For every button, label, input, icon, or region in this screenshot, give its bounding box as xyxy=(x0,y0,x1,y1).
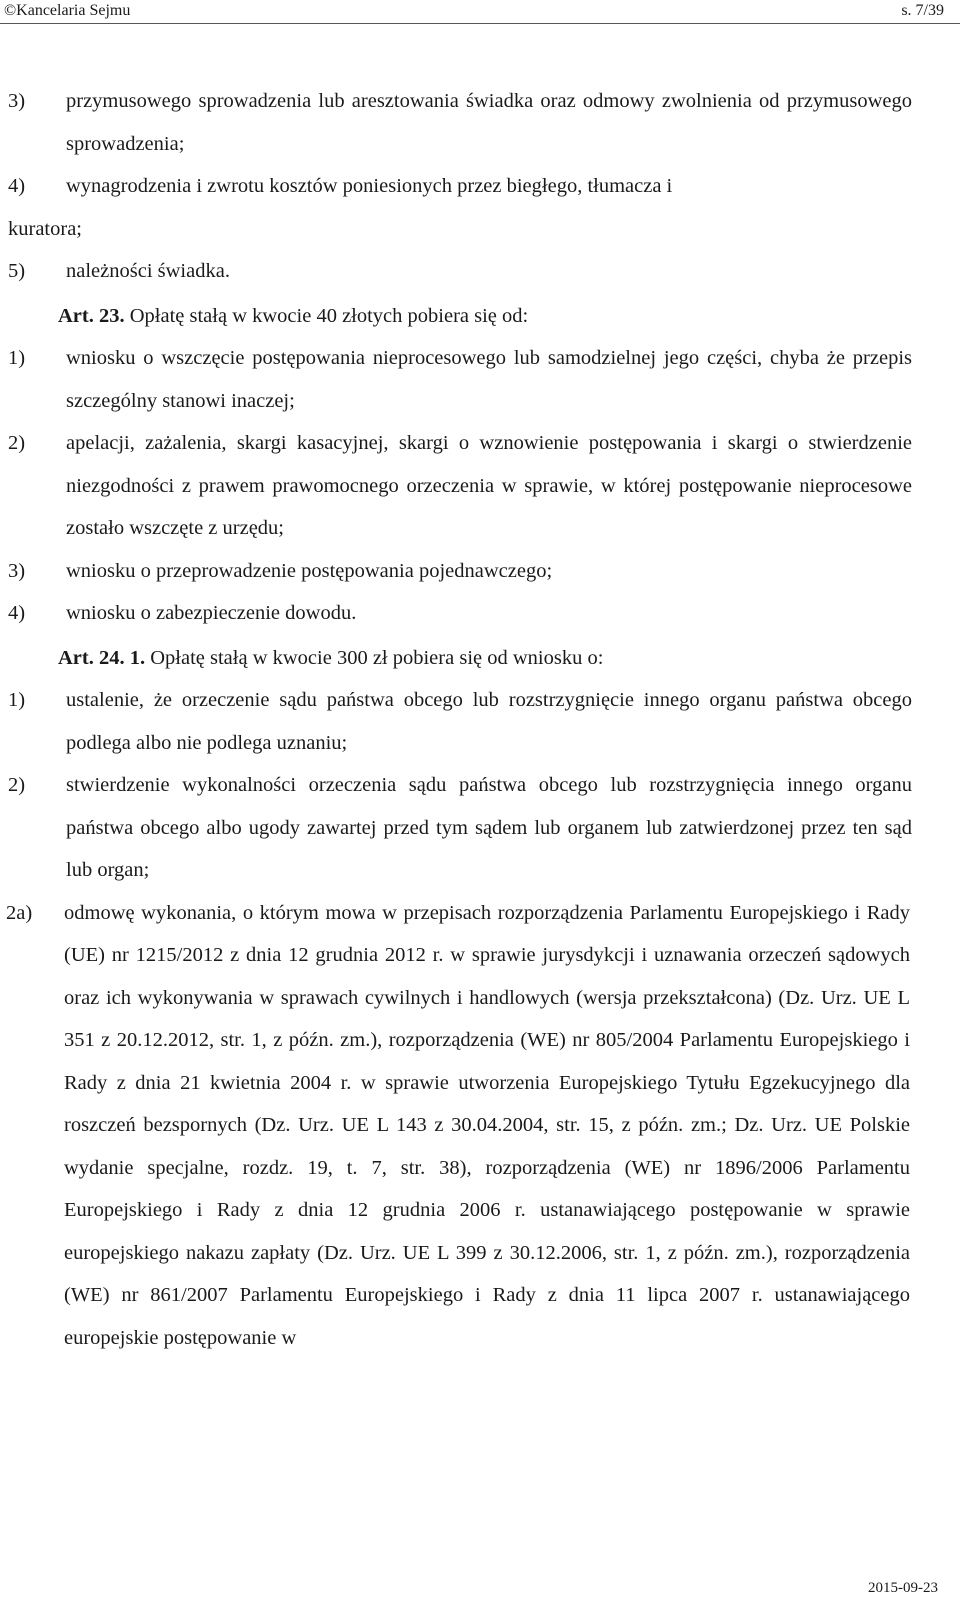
page-header xyxy=(0,0,960,24)
list-item xyxy=(0,165,960,208)
item-number: 3) xyxy=(8,559,26,582)
list-item xyxy=(0,80,960,165)
item-text: wniosku o wszczęcie postępowania nieprocesowego lub samodzielnej jego części, chyba że przepis szczególny stanowi inaczej; xyxy=(66,347,912,412)
document-body xyxy=(0,80,960,1359)
list-item xyxy=(0,422,960,550)
list-item xyxy=(0,592,960,635)
item-number: 1) xyxy=(8,347,26,369)
header-page-number: s. 7/39 xyxy=(901,2,944,19)
item-number: 2) xyxy=(8,774,26,796)
article-24-heading xyxy=(0,637,960,680)
article-23-heading xyxy=(0,295,960,338)
item-number: 2) xyxy=(8,432,26,454)
item-text: wniosku o przeprowadzenie postępowania pojednawczego; xyxy=(66,559,553,582)
item-number: 4) xyxy=(8,602,26,624)
item-text: stwierdzenie wykonalności orzeczenia sądu państwa obcego lub rozstrzygnięcia innego organu państwa obcego albo ugody zawartej przed tym sądem lub organem lub zatwierdzonej przez ten sąd lub organ; xyxy=(66,774,912,881)
item-text: należności świadka. xyxy=(66,260,230,282)
list-item xyxy=(0,764,960,892)
header-copyright: ©Kancelaria Sejmu xyxy=(4,2,131,19)
item-number: 2a) xyxy=(6,901,33,924)
header-divider xyxy=(0,23,960,24)
item-number: 1) xyxy=(8,689,26,711)
item-text: przymusowego sprowadzenia lub aresztowania świadka oraz odmowy zwolnienia od przymusowego sprowadzenia; xyxy=(66,90,912,155)
list-item xyxy=(0,679,960,764)
article-lead: Opłatę stałą w kwocie 300 zł pobiera się od wniosku o: xyxy=(145,646,604,669)
item-text: wniosku o zabezpieczenie dowodu. xyxy=(66,602,357,624)
article-number: Art. 23. xyxy=(58,304,125,327)
article-lead: Opłatę stałą w kwocie 40 złotych pobiera się od: xyxy=(124,304,529,327)
list-item xyxy=(0,250,960,293)
item-text: odmowę wykonania, o którym mowa w przepisach rozporządzenia Parlamentu Europejskiego i Rady (UE) nr 1215/2012 z dnia 12 grudnia 2012 r. w sprawie jurysdykcji i uznawania orzeczeń sądowych oraz ich wykonywania w sprawach cywilnych i handlowych (wersja przekształcona) (Dz. Urz. UE L 351 z 20.12.2012, str. 1, z późn. zm.), rozporządzenia (WE) nr 805/2004 Parlamentu Europejskiego i Rady z dnia 21 kwietnia 2004 r. w sprawie utworzenia Europejskiego Tytułu Egzekucyjnego dla roszczeń bezspornych (Dz. Urz. UE L 143 z 30.04.2004, str. 15, z późn. zm.; Dz. Urz. UE Polskie wydanie specjalne, rozdz. 19, t. 7, str. 38), rozporządzenia (WE) nr 1896/2006 Parlamentu Europejskiego i Rady z dnia 12 grudnia 2006 r. ustanawiającego postępowanie w sprawie europejskiego nakazu zapłaty (Dz. Urz. UE L 399 z 30.12.2006, str. 1, z późn. zm.), rozporządzenia (WE) nr 861/2007 Parlamentu Europejskiego i Rady z dnia 11 lipca 2007 r. ustanawiającego europejskie postępowanie w xyxy=(64,901,910,1349)
item-text: apelacji, zażalenia, skargi kasacyjnej, skargi o wznowienie postępowania i skargi o stwierdzenie niezgodności z prawem prawomocnego orzeczenia w sprawie, w której postępowanie nieprocesowe zostało wszczęte z urzędu; xyxy=(66,432,912,539)
list-item xyxy=(0,337,960,422)
item-text: wynagrodzenia i zwrotu kosztów poniesionych przez biegłego, tłumacza i xyxy=(66,175,673,197)
item-number: 4) xyxy=(8,175,26,197)
article-number: Art. 24. xyxy=(58,646,125,669)
footer-date: 2015-09-23 xyxy=(868,1580,938,1596)
item-continuation: kuratora; xyxy=(8,217,82,240)
item-number: 3) xyxy=(8,90,26,112)
list-item xyxy=(0,892,960,1360)
item-number: 5) xyxy=(8,260,26,282)
list-item xyxy=(0,550,960,593)
item-text: ustalenie, że orzeczenie sądu państwa obcego lub rozstrzygnięcie innego organu państwa obcego podlega albo nie podlega uznaniu; xyxy=(66,689,912,754)
paragraph-number: 1. xyxy=(124,646,146,669)
